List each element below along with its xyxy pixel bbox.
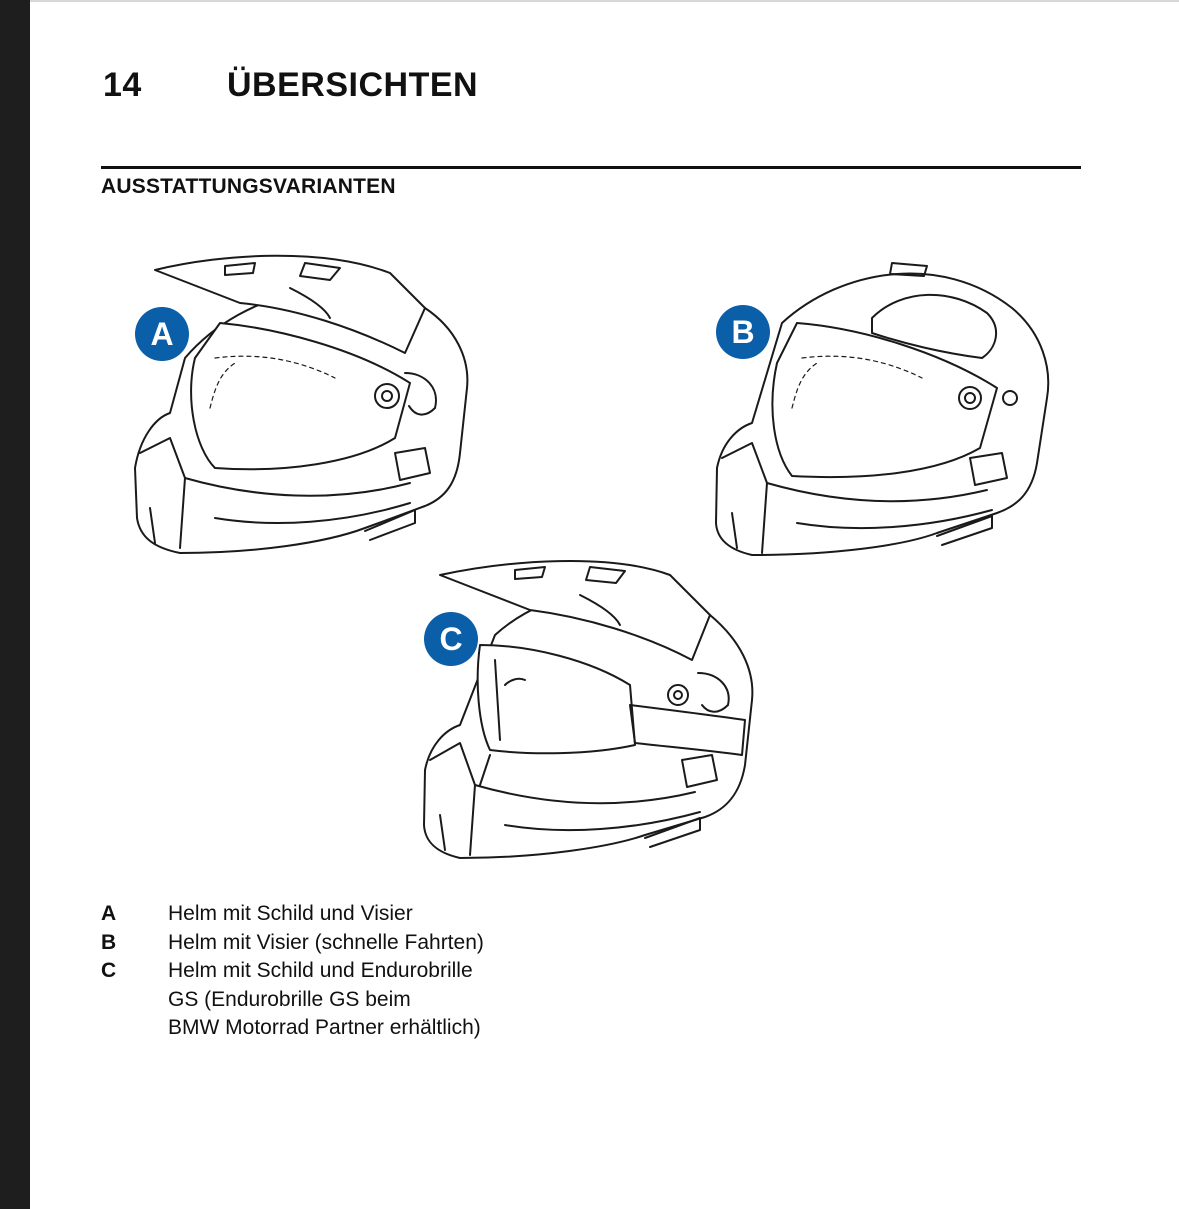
badge-b: B: [716, 305, 770, 359]
legend-letter: C: [101, 959, 117, 982]
helmet-a-illustration: [125, 248, 485, 563]
helmet-b-illustration: [712, 258, 1057, 558]
legend-letter: B: [101, 930, 117, 954]
page-number: 14: [103, 66, 142, 104]
legend-text: Helm mit Schild und Visier: [168, 902, 413, 925]
legend-item-a: [101, 900, 701, 929]
helmet-c-illustration: [420, 555, 760, 865]
section-heading: AUSSTATTUNGSVARIANTEN: [101, 175, 396, 198]
top-border: [30, 0, 1179, 2]
legend-text: Helm mit Visier (schnelle Fahrten): [168, 930, 484, 954]
badge-c: C: [424, 612, 478, 666]
legend-text: Helm mit Schild und Endurobrille GS (Endurobrille GS beim BMW Motorrad Partner erhältlich): [168, 959, 481, 1039]
legend-letter: A: [101, 902, 117, 925]
legend-item-c: [101, 957, 701, 1043]
section-divider: [101, 166, 1081, 169]
left-page-edge: [0, 0, 30, 1209]
legend: [101, 900, 701, 1043]
badge-a: A: [135, 307, 189, 361]
legend-item-b: [101, 929, 701, 958]
page-title: ÜBERSICHTEN: [227, 66, 479, 104]
